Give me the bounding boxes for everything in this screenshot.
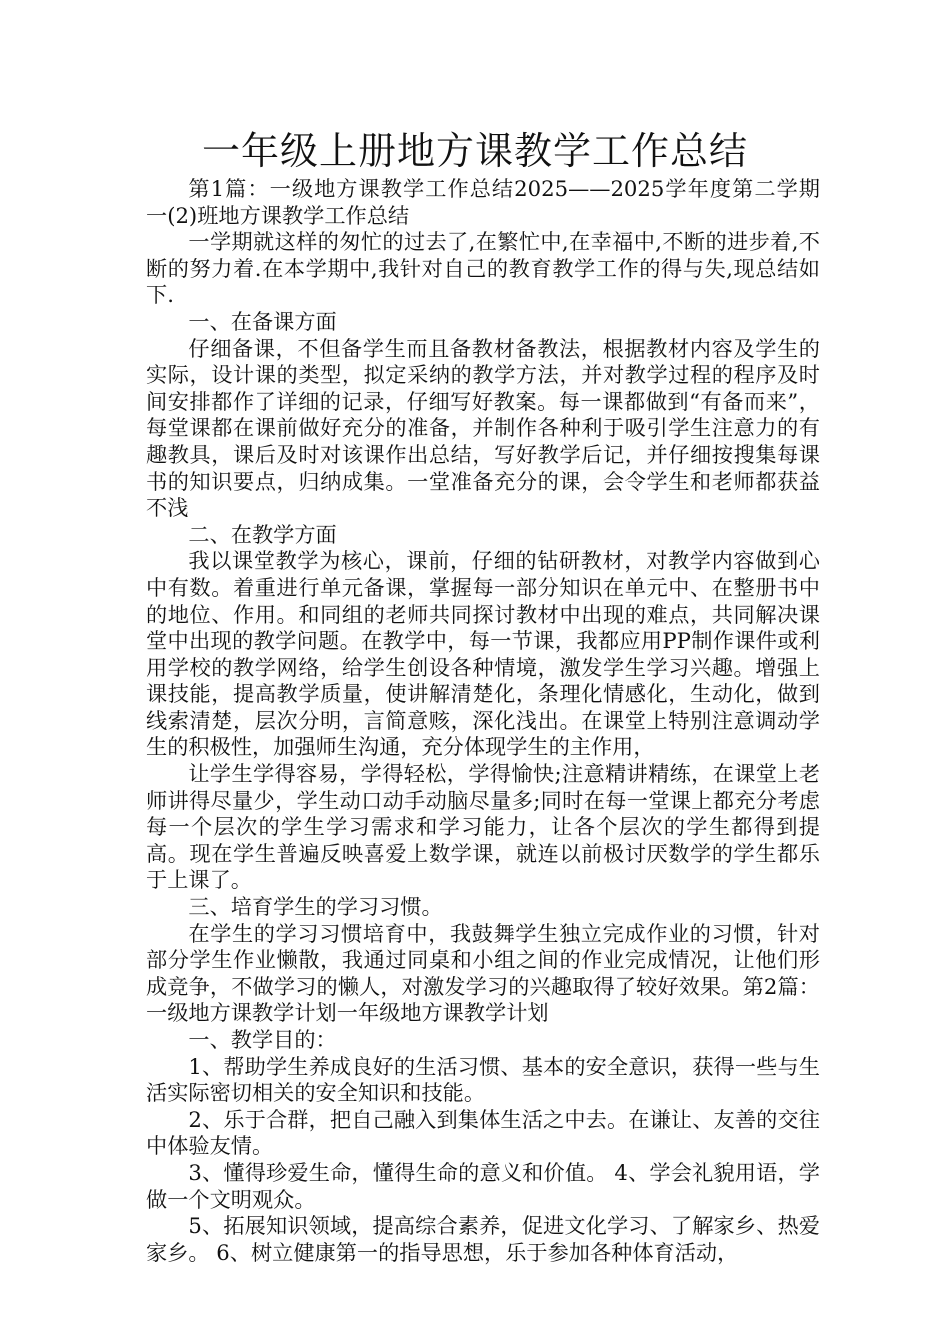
paragraph-teaching-continued: 让学生学得容易，学得轻松，学得愉快;注意精讲精练，在课堂上老师讲得尽量少，学生动口动手动脑尽量多;同时在每一堂课上都充分考虑每一个层次的学生学习需求和学习能力，让各个层次的学生都得到提高。现在学生普遍反映喜爱上数学课，就连以前极讨厌数学的学生都乐于上课了。: [146, 761, 820, 893]
paragraph-study-habits: 在学生的学习习惯培育中，我鼓舞学生独立完成作业的习惯，针对部分学生作业懒散，我通过同桌和小组之间的作业完成情况，让他们形成竞争，不做学习的懒人，对激发学习的兴趣取得了较好效果。第2篇：一级地方课教学计划一年级地方课教学计划: [146, 920, 820, 1026]
document-title: 一年级上册地方课教学工作总结: [201, 129, 748, 173]
section-heading-lesson-prep: 一、在备课方面: [188, 308, 337, 334]
document-body: [146, 176, 820, 1266]
goal-item: 5、拓展知识领域，提高综合素养，促进文化学习、了解家乡、热爱家乡。 6、树立健康第一的指导思想，乐于参加各种体育活动，: [146, 1213, 820, 1265]
section-heading-goals: 一、教学目的：: [188, 1027, 337, 1052]
section-heading-teaching: 二、在教学方面: [188, 521, 337, 547]
section-heading-study-habits: 三、培育学生的学习习惯。: [188, 894, 443, 920]
paragraph-intro: 一学期就这样的匆忙的过去了,在繁忙中,在幸福中,不断的进步着,不断的努力着.在本学期中,我针对自己的教育教学工作的得与失,现总结如下.: [146, 229, 820, 308]
paragraph-article-1-heading: 第1篇：一级地方课教学工作总结2025——2025学年度第二学期 一(2)班地方课教学工作总结: [146, 176, 820, 228]
paragraph-teaching: 我以课堂教学为核心，课前，仔细的钻研教材，对教学内容做到心中有数。着重进行单元备课，掌握每一部分知识在单元中、在整册书中的地位、作用。和同组的老师共同探讨教材中出现的难点，共同解决课堂中出现的教学问题。在教学中，每一节课，我都应用PP制作课件或利用学校的教学网络，给学生创设各种情境，激发学生学习兴趣。增强上课技能，提高教学质量，使讲解清楚化，条理化情感化，生动化，做到线索清楚，层次分明，言简意赅，深化浅出。在课堂上特别注意调动学生的积极性，加强师生沟通，充分体现学生的主作用，: [146, 548, 820, 760]
goal-item: 1、帮助学生养成良好的生活习惯、基本的安全意识，获得一些与生活实际密切相关的安全知识和技能。: [146, 1053, 820, 1106]
paragraph-lesson-prep: 仔细备课，不但备学生而且备教材备教法，根据教材内容及学生的实际，设计课的类型，拟定采纳的教学方法，并对教学过程的程序及时间安排都作了详细的记录，仔细写好教案。每一课都做到“有备而来”，每堂课都在课前做好充分的准备，并制作各种利于吸引学生注意力的有趣教具，课后及时对该课作出总结，写好教学后记，并仔细按搜集每课书的知识要点，归纳成集。一堂准备充分的课，会令学生和老师都获益不浅: [146, 335, 820, 521]
goal-item: 2、乐于合群，把自己融入到集体生活之中去。在谦让、友善的交往中体验友情。: [146, 1106, 820, 1159]
goal-item: 3、懂得珍爱生命，懂得生命的意义和价值。 4、学会礼貌用语，学做一个文明观众。: [146, 1159, 820, 1212]
